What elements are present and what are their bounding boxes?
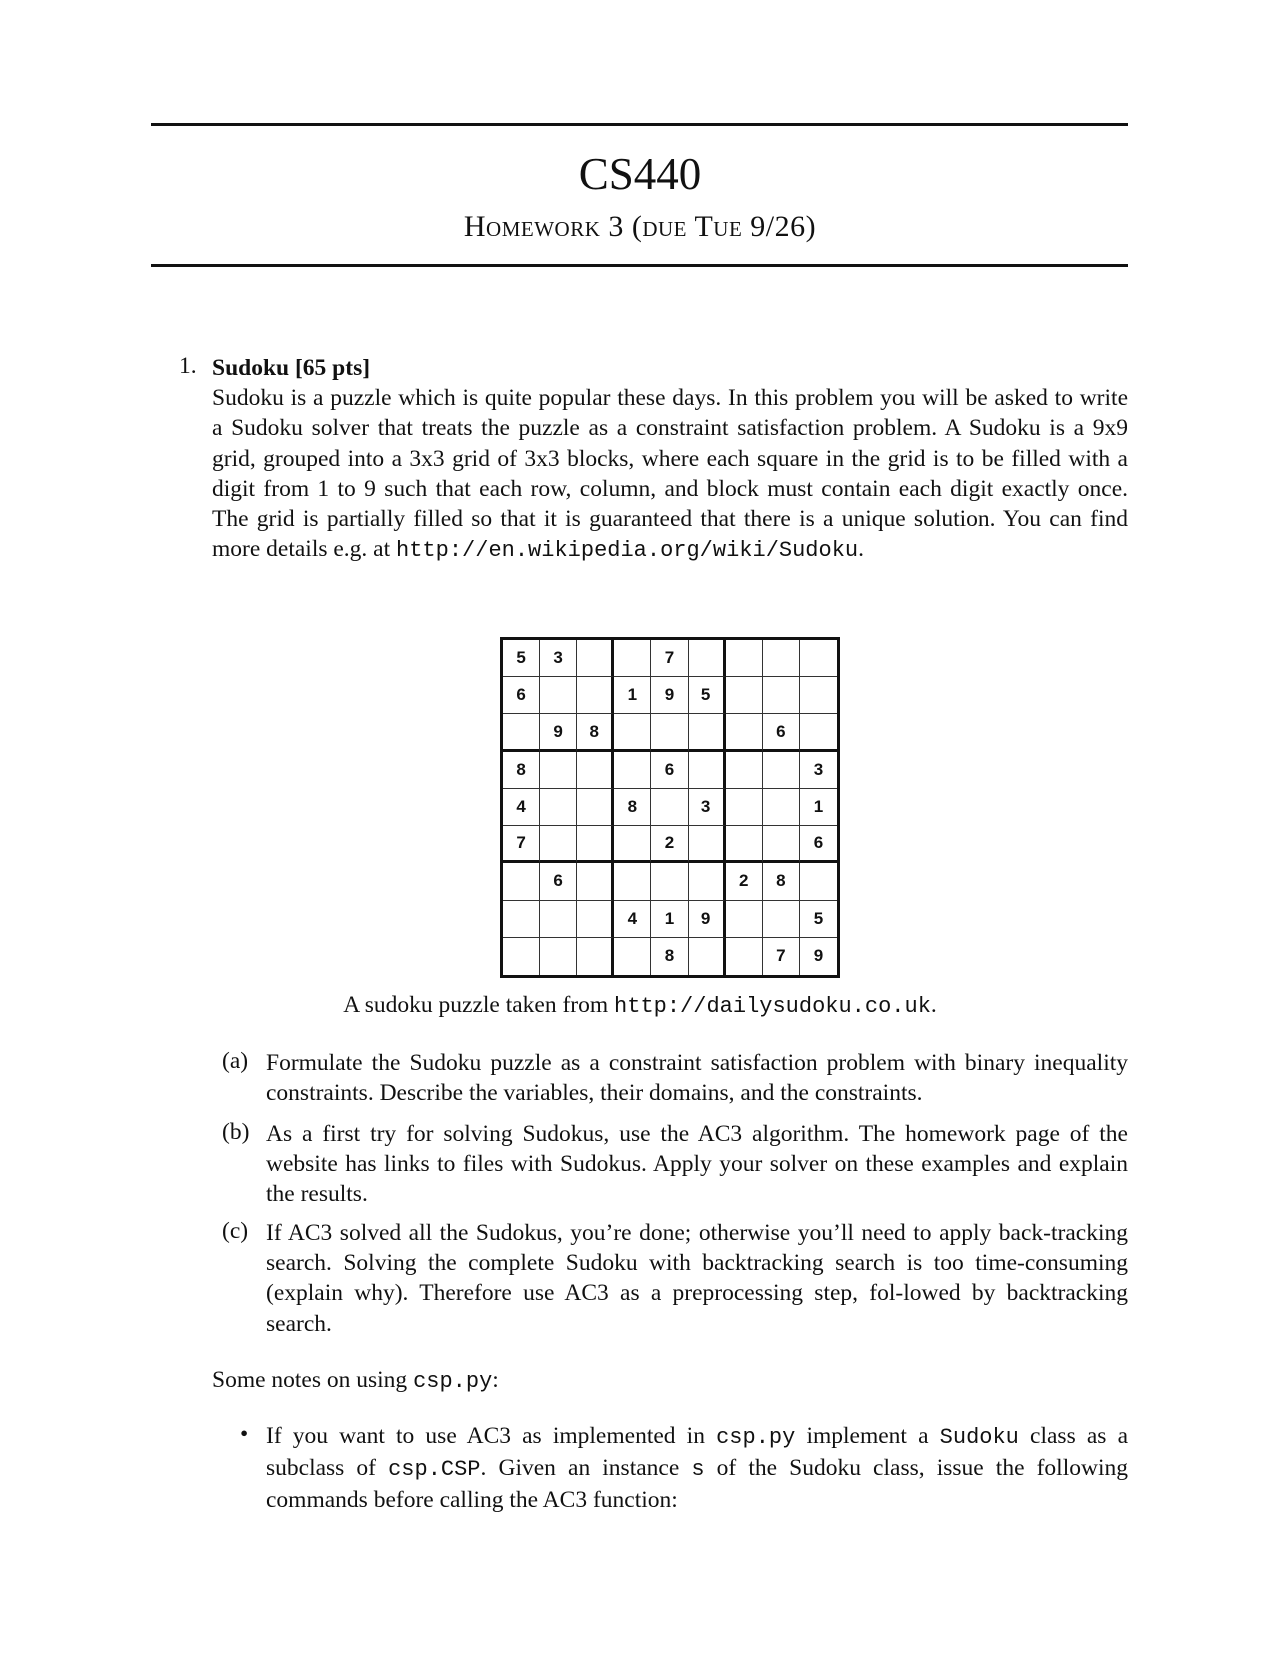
sudoku-cell: 6 <box>540 863 577 900</box>
sudoku-cell <box>800 863 837 900</box>
sudoku-cell: 8 <box>763 863 800 900</box>
sudoku-cell <box>614 640 651 677</box>
caption-suffix: . <box>930 992 937 1018</box>
caption-text: A sudoku puzzle taken from <box>343 992 615 1018</box>
part-a-label: (a) <box>222 1048 249 1074</box>
sudoku-cell <box>503 901 540 938</box>
sudoku-cell <box>763 901 800 938</box>
sudoku-cell <box>540 901 577 938</box>
sudoku-cell <box>726 752 763 789</box>
problem-body <box>212 353 1128 566</box>
sudoku-cell <box>577 789 614 826</box>
sudoku-cell: 9 <box>813 946 824 966</box>
link-suffix: . <box>858 536 864 563</box>
sudoku-cell: 4 <box>614 901 651 938</box>
bottom-rule <box>151 264 1128 267</box>
sudoku-cell: 6 <box>800 826 837 863</box>
sudoku-cell <box>614 863 651 900</box>
notes-text: Some notes on using <box>212 1367 414 1393</box>
sudoku-cell <box>651 714 688 751</box>
sudoku-cell <box>577 826 614 863</box>
bullet-text: implement a <box>795 1423 940 1449</box>
homework-subtitle: Homework 3 (due Tue 9/26) <box>463 210 817 243</box>
sudoku-cell <box>651 863 688 900</box>
sudoku-cell: 8 <box>614 789 651 826</box>
sudoku-cell: 5 <box>503 640 540 677</box>
sudoku-cell: 5 <box>800 901 837 938</box>
sudoku-cell <box>726 789 763 826</box>
sudoku-cell <box>763 826 800 863</box>
bullet-item <box>266 1421 1128 1516</box>
sudoku-cell <box>614 826 651 863</box>
sudoku-cell <box>689 640 726 677</box>
sudoku-cell: 9 <box>540 714 577 751</box>
sudoku-cell <box>726 714 763 751</box>
sudoku-cell: 4 <box>503 789 540 826</box>
sudoku-cell <box>577 677 614 714</box>
bullet-code: csp.py <box>716 1425 796 1450</box>
sudoku-cell: 1 <box>800 789 837 826</box>
caption-link[interactable]: http://dailysudoku.co.uk <box>614 994 931 1019</box>
sudoku-caption <box>0 992 1280 1019</box>
bullet-text: of the Sudoku class, issue the following commands before calling the AC3 function: <box>266 1455 1128 1514</box>
sudoku-cell: 3 <box>689 789 726 826</box>
sudoku-cell <box>503 938 540 975</box>
bullet-text: If you want to use AC3 as implemented in <box>266 1423 717 1449</box>
sudoku-cell: 8 <box>503 752 540 789</box>
bullet-icon: • <box>240 1421 249 1447</box>
part-c-text: If AC3 solved all the Sudokus, you’re done; otherwise you’ll need to apply back-tracking search. Solving the complete Sudoku with backtracking search is too time-consuming (explain why). Therefore use AC3 as a preprocessing step, fol-lowed by backtracking search. <box>266 1220 1128 1337</box>
sudoku-cell: 9 <box>689 901 726 938</box>
sudoku-cell <box>800 714 837 751</box>
sudoku-cell <box>763 640 800 677</box>
sudoku-cell: 6 <box>763 714 800 751</box>
top-rule <box>151 123 1128 126</box>
sudoku-cell <box>726 826 763 863</box>
sudoku-cell: 8 <box>651 938 688 975</box>
part-b-label: (b) <box>222 1119 250 1145</box>
bullet-text: . Given an instance <box>480 1455 692 1482</box>
sudoku-cell <box>540 752 577 789</box>
sudoku-cell <box>689 863 726 900</box>
sudoku-cell: 8 <box>577 714 614 751</box>
sudoku-cell <box>689 826 726 863</box>
sudoku-cell: 7 <box>651 640 688 677</box>
sudoku-cell <box>540 826 577 863</box>
sudoku-cell: 5 <box>689 677 726 714</box>
notes-code: csp.py <box>413 1369 493 1394</box>
sudoku-cell <box>503 863 540 900</box>
wikipedia-link[interactable]: http://en.wikipedia.org/wiki/Sudoku <box>396 538 859 564</box>
sudoku-cell: 9 <box>651 677 688 714</box>
sudoku-cell: 7 <box>763 938 800 975</box>
sudoku-cell <box>726 677 763 714</box>
sudoku-cell <box>503 714 540 751</box>
sudoku-cell <box>763 789 800 826</box>
sudoku-cell: 7 <box>503 826 540 863</box>
problem-number: 1. <box>179 353 197 379</box>
sudoku-cell <box>577 640 614 677</box>
problem-intro: Sudoku is a puzzle which is quite popular these days. In this problem you will be asked to write a Sudoku solver that treats the puzzle as a constraint satisfaction problem. A Sudoku is a 9x9 grid, grouped into a 3x3 grid of 3x3 blocks, where each square in the grid is to be filled with a digit from 1 to 9 such that each row, column, and block must contain each digit exactly once. The grid is partially filled so that it is guaranteed that there is a unique solution. You can find more details e.g. at <box>212 385 1128 563</box>
sudoku-cell: 2 <box>651 826 688 863</box>
sudoku-cell <box>689 938 726 975</box>
sudoku-cell: 3 <box>540 640 577 677</box>
sudoku-cell <box>577 938 614 975</box>
sudoku-cell <box>614 752 651 789</box>
sudoku-cell <box>614 938 651 975</box>
sudoku-cell <box>540 677 577 714</box>
sudoku-cell: 6 <box>503 677 540 714</box>
sudoku-cell <box>689 714 726 751</box>
sudoku-cell <box>577 901 614 938</box>
sudoku-cell <box>577 752 614 789</box>
bullet-code: csp.CSP <box>388 1457 481 1483</box>
sudoku-cell <box>726 901 763 938</box>
sudoku-cell <box>540 789 577 826</box>
course-title: CS440 <box>578 149 702 199</box>
sudoku-grid <box>500 637 840 978</box>
bullet-code: Sudoku <box>939 1425 1019 1450</box>
sudoku-cell <box>763 677 800 714</box>
part-b-text: As a first try for solving Sudokus, use the AC3 algorithm. The homework page of the website has links to files with Sudokus. Apply your solver on these examples and explain the results. <box>266 1121 1128 1208</box>
notes-suffix: : <box>492 1367 499 1393</box>
sudoku-cell <box>614 714 651 751</box>
part-c-label: (c) <box>222 1218 249 1244</box>
sudoku-cell: 1 <box>651 901 688 938</box>
sudoku-cell <box>540 938 577 975</box>
sudoku-cell <box>577 863 614 900</box>
sudoku-cell: 2 <box>726 863 763 900</box>
sudoku-cell <box>651 789 688 826</box>
sudoku-cell <box>763 752 800 789</box>
bullet-text: class as a subclass of <box>266 1423 1128 1482</box>
sudoku-cell: 3 <box>800 752 837 789</box>
part-a-text: Formulate the Sudoku puzzle as a constraint satisfaction problem with binary inequality constraints. Describe the variables, their domains, and the constraints. <box>266 1050 1128 1107</box>
sudoku-cell <box>689 752 726 789</box>
sudoku-cell <box>726 640 763 677</box>
sudoku-cell <box>800 640 837 677</box>
bullet-code: s <box>691 1457 705 1483</box>
sudoku-cell: 1 <box>614 677 651 714</box>
notes-intro <box>212 1365 1128 1397</box>
sudoku-cell: 6 <box>651 752 688 789</box>
sudoku-cell <box>800 677 837 714</box>
sudoku-cell <box>726 938 763 975</box>
problem-heading: Sudoku [65 pts] <box>212 355 371 381</box>
